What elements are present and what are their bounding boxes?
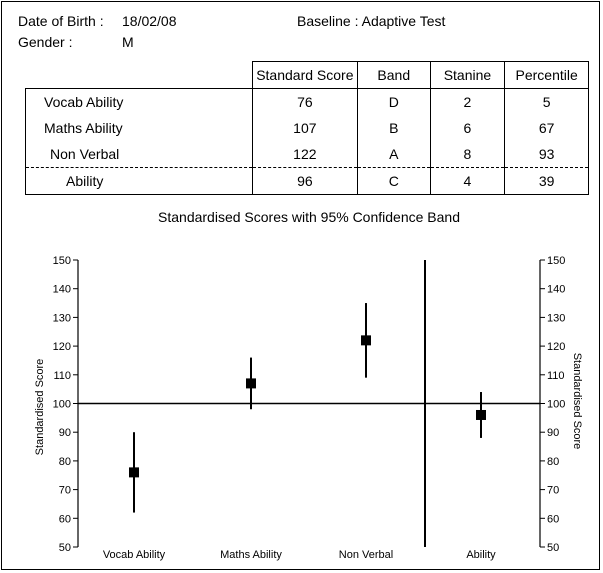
category-labels	[103, 549, 496, 561]
col-header-standard-score: Standard Score	[252, 62, 357, 89]
gender-label: Gender :	[18, 34, 73, 50]
row-label: Non Verbal	[26, 141, 253, 168]
col-header-band: Band	[357, 62, 430, 89]
row-label: Maths Ability	[26, 115, 253, 141]
left-tick-label: 70	[58, 484, 71, 497]
category-label: Non Verbal	[338, 549, 394, 561]
cell-stanine: 6	[430, 115, 505, 141]
dob-value: 18/02/08	[122, 13, 177, 29]
left-tick-label: 130	[52, 312, 71, 325]
right-tick-label: 50	[547, 542, 560, 554]
right-tick-label: 140	[547, 283, 566, 296]
right-tick-label: 60	[547, 513, 560, 526]
col-header-percentile: Percentile	[505, 62, 589, 89]
summary-label: Ability	[26, 168, 253, 195]
dob-label: Date of Birth :	[18, 13, 104, 29]
summary-band: C	[357, 168, 430, 195]
score-marker	[129, 467, 139, 477]
right-tick-label: 120	[547, 341, 566, 354]
right-tick-label: 130	[547, 312, 566, 325]
right-tick-label: 100	[547, 398, 566, 411]
right-tick-labels	[540, 255, 565, 554]
cell-percentile: 93	[505, 141, 589, 168]
category-label: Ability	[466, 549, 496, 561]
row-label: Vocab Ability	[26, 89, 253, 116]
left-tick-label: 80	[58, 455, 71, 468]
right-tick-label: 70	[547, 484, 560, 497]
col-header-stanine: Stanine	[430, 62, 505, 89]
cell-percentile: 5	[505, 89, 589, 116]
gender-value: M	[122, 34, 134, 50]
cell-stanine: 2	[430, 89, 505, 116]
left-tick-label: 50	[58, 542, 71, 554]
summary-standard-score: 96	[252, 168, 357, 195]
cell-band: D	[357, 89, 430, 116]
left-tick-labels	[53, 255, 78, 554]
cell-percentile: 67	[505, 115, 589, 141]
score-marker	[361, 335, 371, 345]
left-tick-label: 60	[58, 513, 71, 526]
category-label: Vocab Ability	[102, 549, 166, 561]
left-tick-label: 150	[52, 255, 71, 267]
left-tick-label: 110	[53, 369, 71, 382]
left-tick-label: 100	[52, 398, 71, 411]
cell-band: A	[357, 141, 430, 168]
data-marks	[129, 303, 486, 513]
score-marker	[246, 378, 256, 388]
right-tick-label: 90	[547, 427, 560, 440]
cell-standard-score: 122	[252, 141, 357, 168]
baseline-label: Baseline : Adaptive Test	[297, 13, 446, 29]
chart-title: Standardised Scores with 95% Confidence Band	[158, 209, 460, 225]
summary-percentile: 39	[505, 168, 589, 195]
right-tick-label: 110	[547, 369, 565, 382]
score-marker	[476, 410, 486, 420]
cell-band: B	[357, 115, 430, 141]
category-label: Maths Ability	[220, 549, 282, 561]
right-axis-label: Standardised Score	[571, 352, 583, 450]
left-tick-label: 140	[52, 283, 71, 296]
cell-standard-score: 76	[252, 89, 357, 116]
right-tick-label: 80	[547, 455, 560, 468]
summary-stanine: 4	[430, 168, 505, 195]
left-axis-label: Standardised Score	[34, 358, 46, 456]
cell-standard-score: 107	[252, 115, 357, 141]
cell-stanine: 8	[430, 141, 505, 168]
right-tick-label: 150	[547, 255, 566, 267]
left-tick-label: 90	[58, 427, 71, 440]
left-tick-label: 120	[52, 341, 71, 354]
